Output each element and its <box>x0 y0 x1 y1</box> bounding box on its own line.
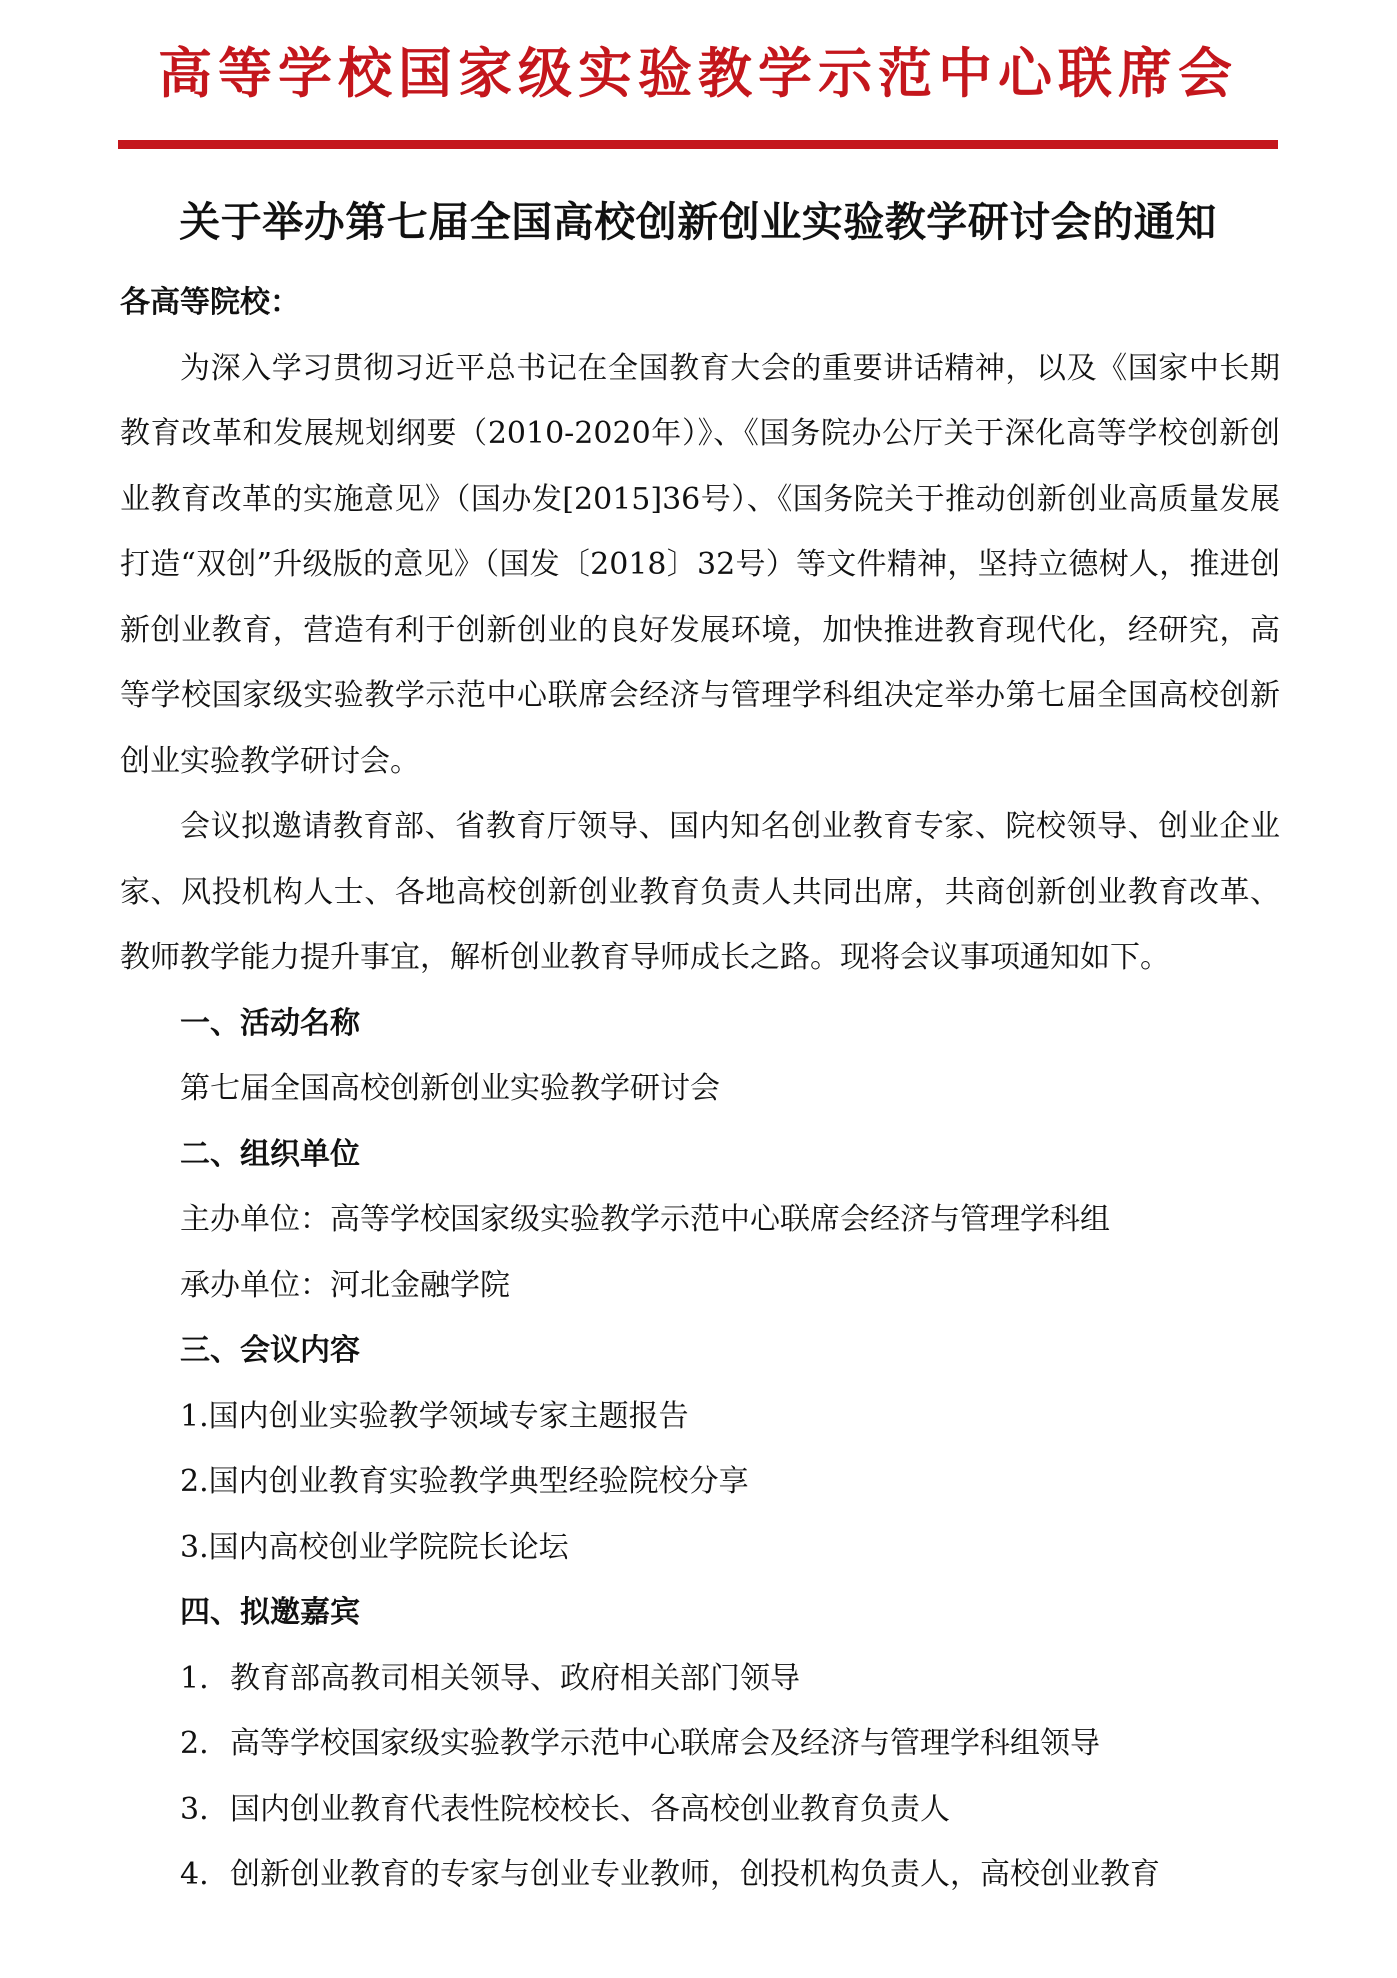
masthead-red-rule <box>118 140 1278 149</box>
content-item: 2.国内创业教育实验教学典型经验院校分享 <box>180 1464 749 1499</box>
guest-item-number: 4. <box>180 1857 209 1892</box>
guest-item-text: 国内创业教育代表性院校校长、各高校创业教育负责人 <box>230 1791 950 1827</box>
host-unit: 主办单位：高等学校国家级实验教学示范中心联席会经济与管理学科组 <box>180 1202 1110 1237</box>
notice-title: 关于举办第七届全国高校创新创业实验教学研讨会的通知 <box>179 198 1217 246</box>
invitation-paragraph: 会议拟邀请教育部、省教育厅领导、国内知名创业教育专家、院校领导、创业企业家、风投机构人士、各地高校创新创业教育负责人共同出席，共商创新创业教育改革、教师教学能力提升事宜，解析创业教育导师成长之路。现将会议事项通知如下。 <box>120 809 1280 975</box>
salutation: 各高等院校： <box>120 285 300 320</box>
section-heading-content: 三、会议内容 <box>180 1333 360 1368</box>
notice-body <box>120 270 1280 1908</box>
section-heading-activity: 一、活动名称 <box>180 1005 360 1041</box>
activity-name: 第七届全国高校创新创业实验教学研讨会 <box>180 1071 720 1106</box>
undertaker-unit: 承办单位：河北金融学院 <box>180 1267 510 1303</box>
guest-item-number: 1. <box>180 1660 209 1696</box>
masthead-title: 高等学校国家级实验教学示范中心联席会 <box>158 42 1238 105</box>
section-heading-guests: 四、拟邀嘉宾 <box>180 1595 360 1630</box>
section-heading-organizer: 二、组织单位 <box>180 1136 360 1172</box>
guest-item-number: 2. <box>180 1726 209 1761</box>
guest-item-text: 高等学校国家级实验教学示范中心联席会及经济与管理学科组领导 <box>230 1726 1100 1761</box>
guest-item-text: 教育部高教司相关领导、政府相关部门领导 <box>230 1660 800 1696</box>
guest-item-text: 创新创业教育的专家与创业专业教师，创投机构负责人，高校创业教育 <box>230 1857 1160 1892</box>
guest-item-number: 3. <box>180 1791 209 1827</box>
guest-item <box>120 1711 1280 1777</box>
guest-item <box>120 1842 1280 1908</box>
guest-item <box>120 1646 1280 1712</box>
guest-item <box>120 1777 1280 1843</box>
content-item: 3.国内高校创业学院院长论坛 <box>180 1529 569 1565</box>
intro-paragraph: 为深入学习贯彻习近平总书记在全国教育大会的重要讲话精神，以及《国家中长期教育改革和发展规划纲要（2010-2020年）》、《国务院办公厅关于深化高等学校创新创业教育改革的实施意见》（国办发[2015]36号）、《国务院关于推动创新创业高质量发展打造“双创”升级版的意见》（国发〔2018〕32号）等文件精神，坚持立德树人，推进创新创业教育，营造有利于创新创业的良好发展环境，加快推进教育现代化，经研究，高等学校国家级实验教学示范中心联席会经济与管理学科组决定举办第七届全国高校创新创业实验教学研讨会。 <box>120 350 1280 779</box>
content-item: 1.国内创业实验教学领域专家主题报告 <box>180 1398 689 1434</box>
